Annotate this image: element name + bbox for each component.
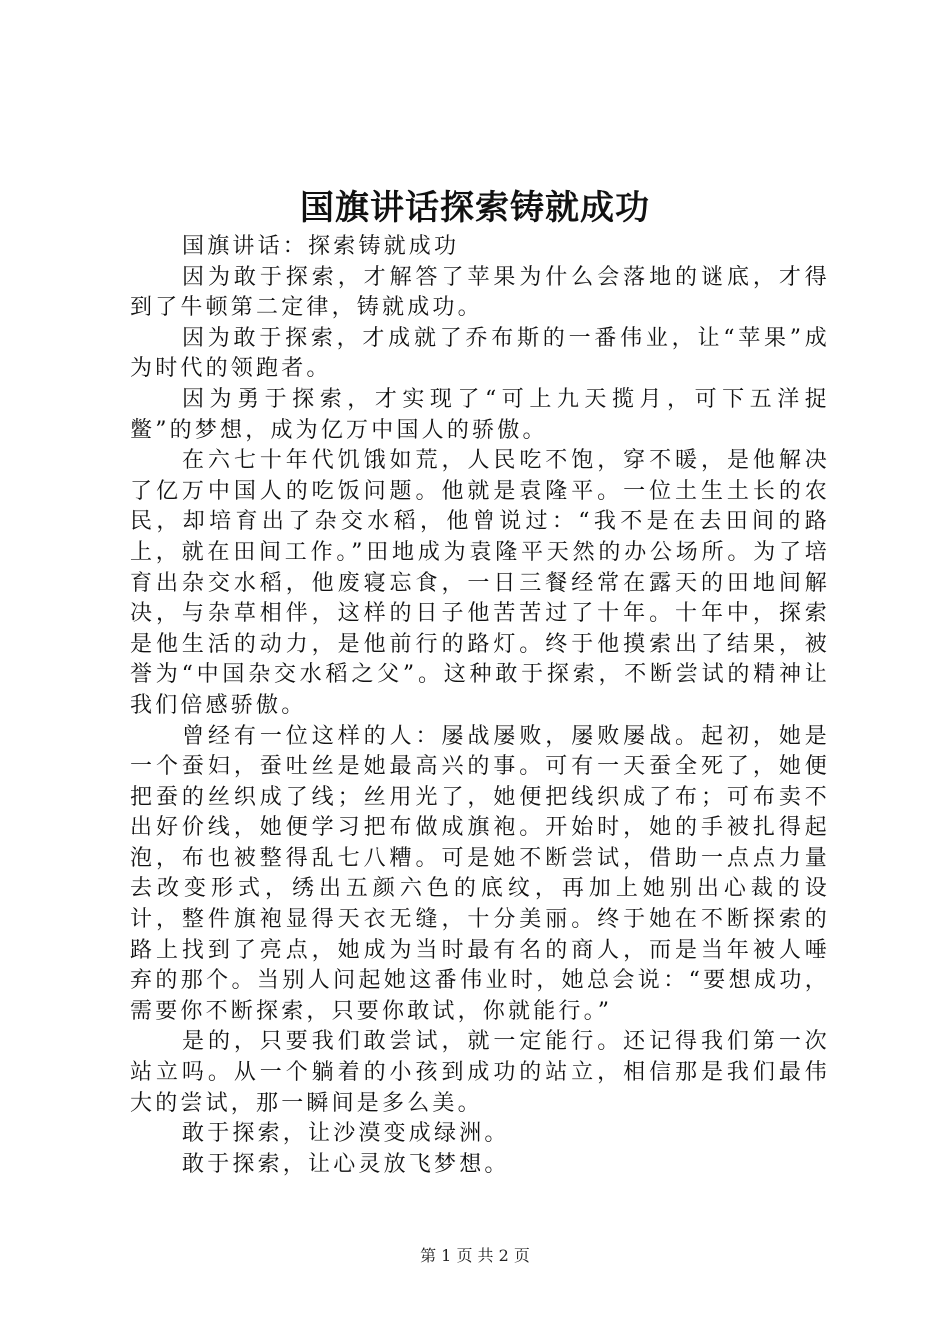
page-number-footer: 第 1 页 共 2 页	[420, 1246, 530, 1265]
paragraph: 敢于探索，让沙漠变成绿洲。	[182, 1121, 510, 1147]
paragraph: 因为敢于探索，才解答了苹果为什么会落地的谜底，才得到了牛顿第二定律，铸就成功。	[130, 264, 830, 321]
paragraph: 敢于探索，让心灵放飞梦想。	[182, 1151, 510, 1177]
paragraph-subtitle: 国旗讲话：探索铸就成功	[182, 234, 460, 259]
paragraph: 因为勇于探索，才实现了“可上九天揽月，可下五洋捉鳖”的梦想，成为亿万中国人的骄傲。	[130, 386, 830, 443]
paragraph: 曾经有一位这样的人：屡战屡败，屡败屡战。起初，她是一个蚕妇，蚕吐丝是她最高兴的事。可有一天蚕全死了，她便把蚕的丝织成了线；丝用光了，她便把线织成了布；可布卖不出好价线，她便学习把布做成旗袍。开始时，她的手被扎得起泡，布也被整得乱七八糟。可是她不断尝试，借助一点点力量去改变形式，绣出五颜六色的底纹，再加上她别出心裁的设计，整件旗袍显得天衣无缝，十分美丽。终于她在不断探索的路上找到了亮点，她成为当时最有名的商人，而是当年被人唾弃的那个。当别人问起她这番伟业时，她总会说：“要想成功，需要你不断探索，只要你敢试，你就能行。”	[130, 723, 830, 1024]
document-title: 国旗讲话探索铸就成功	[300, 188, 650, 228]
paragraph: 因为敢于探索，才成就了乔布斯的一番伟业，让“苹果”成为时代的领跑者。	[130, 325, 830, 382]
paragraph: 是的，只要我们敢尝试，就一定能行。还记得我们第一次站立吗。从一个躺着的小孩到成功的站立，相信那是我们最伟大的尝试，那一瞬间是多么美。	[130, 1029, 830, 1116]
paragraph: 在六七十年代饥饿如荒，人民吃不饱，穿不暖，是他解决了亿万中国人的吃饭问题。他就是袁隆平。一位土生土长的农民，却培育出了杂交水稻，他曾说过：“我不是在去田间的路上，就在田间工作。”田地成为袁隆平天然的办公场所。为了培育出杂交水稻，他废寝忘食，一日三餐经常在露天的田地间解决，与杂草相伴，这样的日子他苦苦过了十年。十年中，探索是他生活的动力，是他前行的路灯。终于他摸索出了结果，被誉为“中国杂交水稻之父”。这种敢于探索，不断尝试的精神让我们倍感骄傲。	[130, 448, 830, 718]
document-body	[130, 232, 830, 1180]
